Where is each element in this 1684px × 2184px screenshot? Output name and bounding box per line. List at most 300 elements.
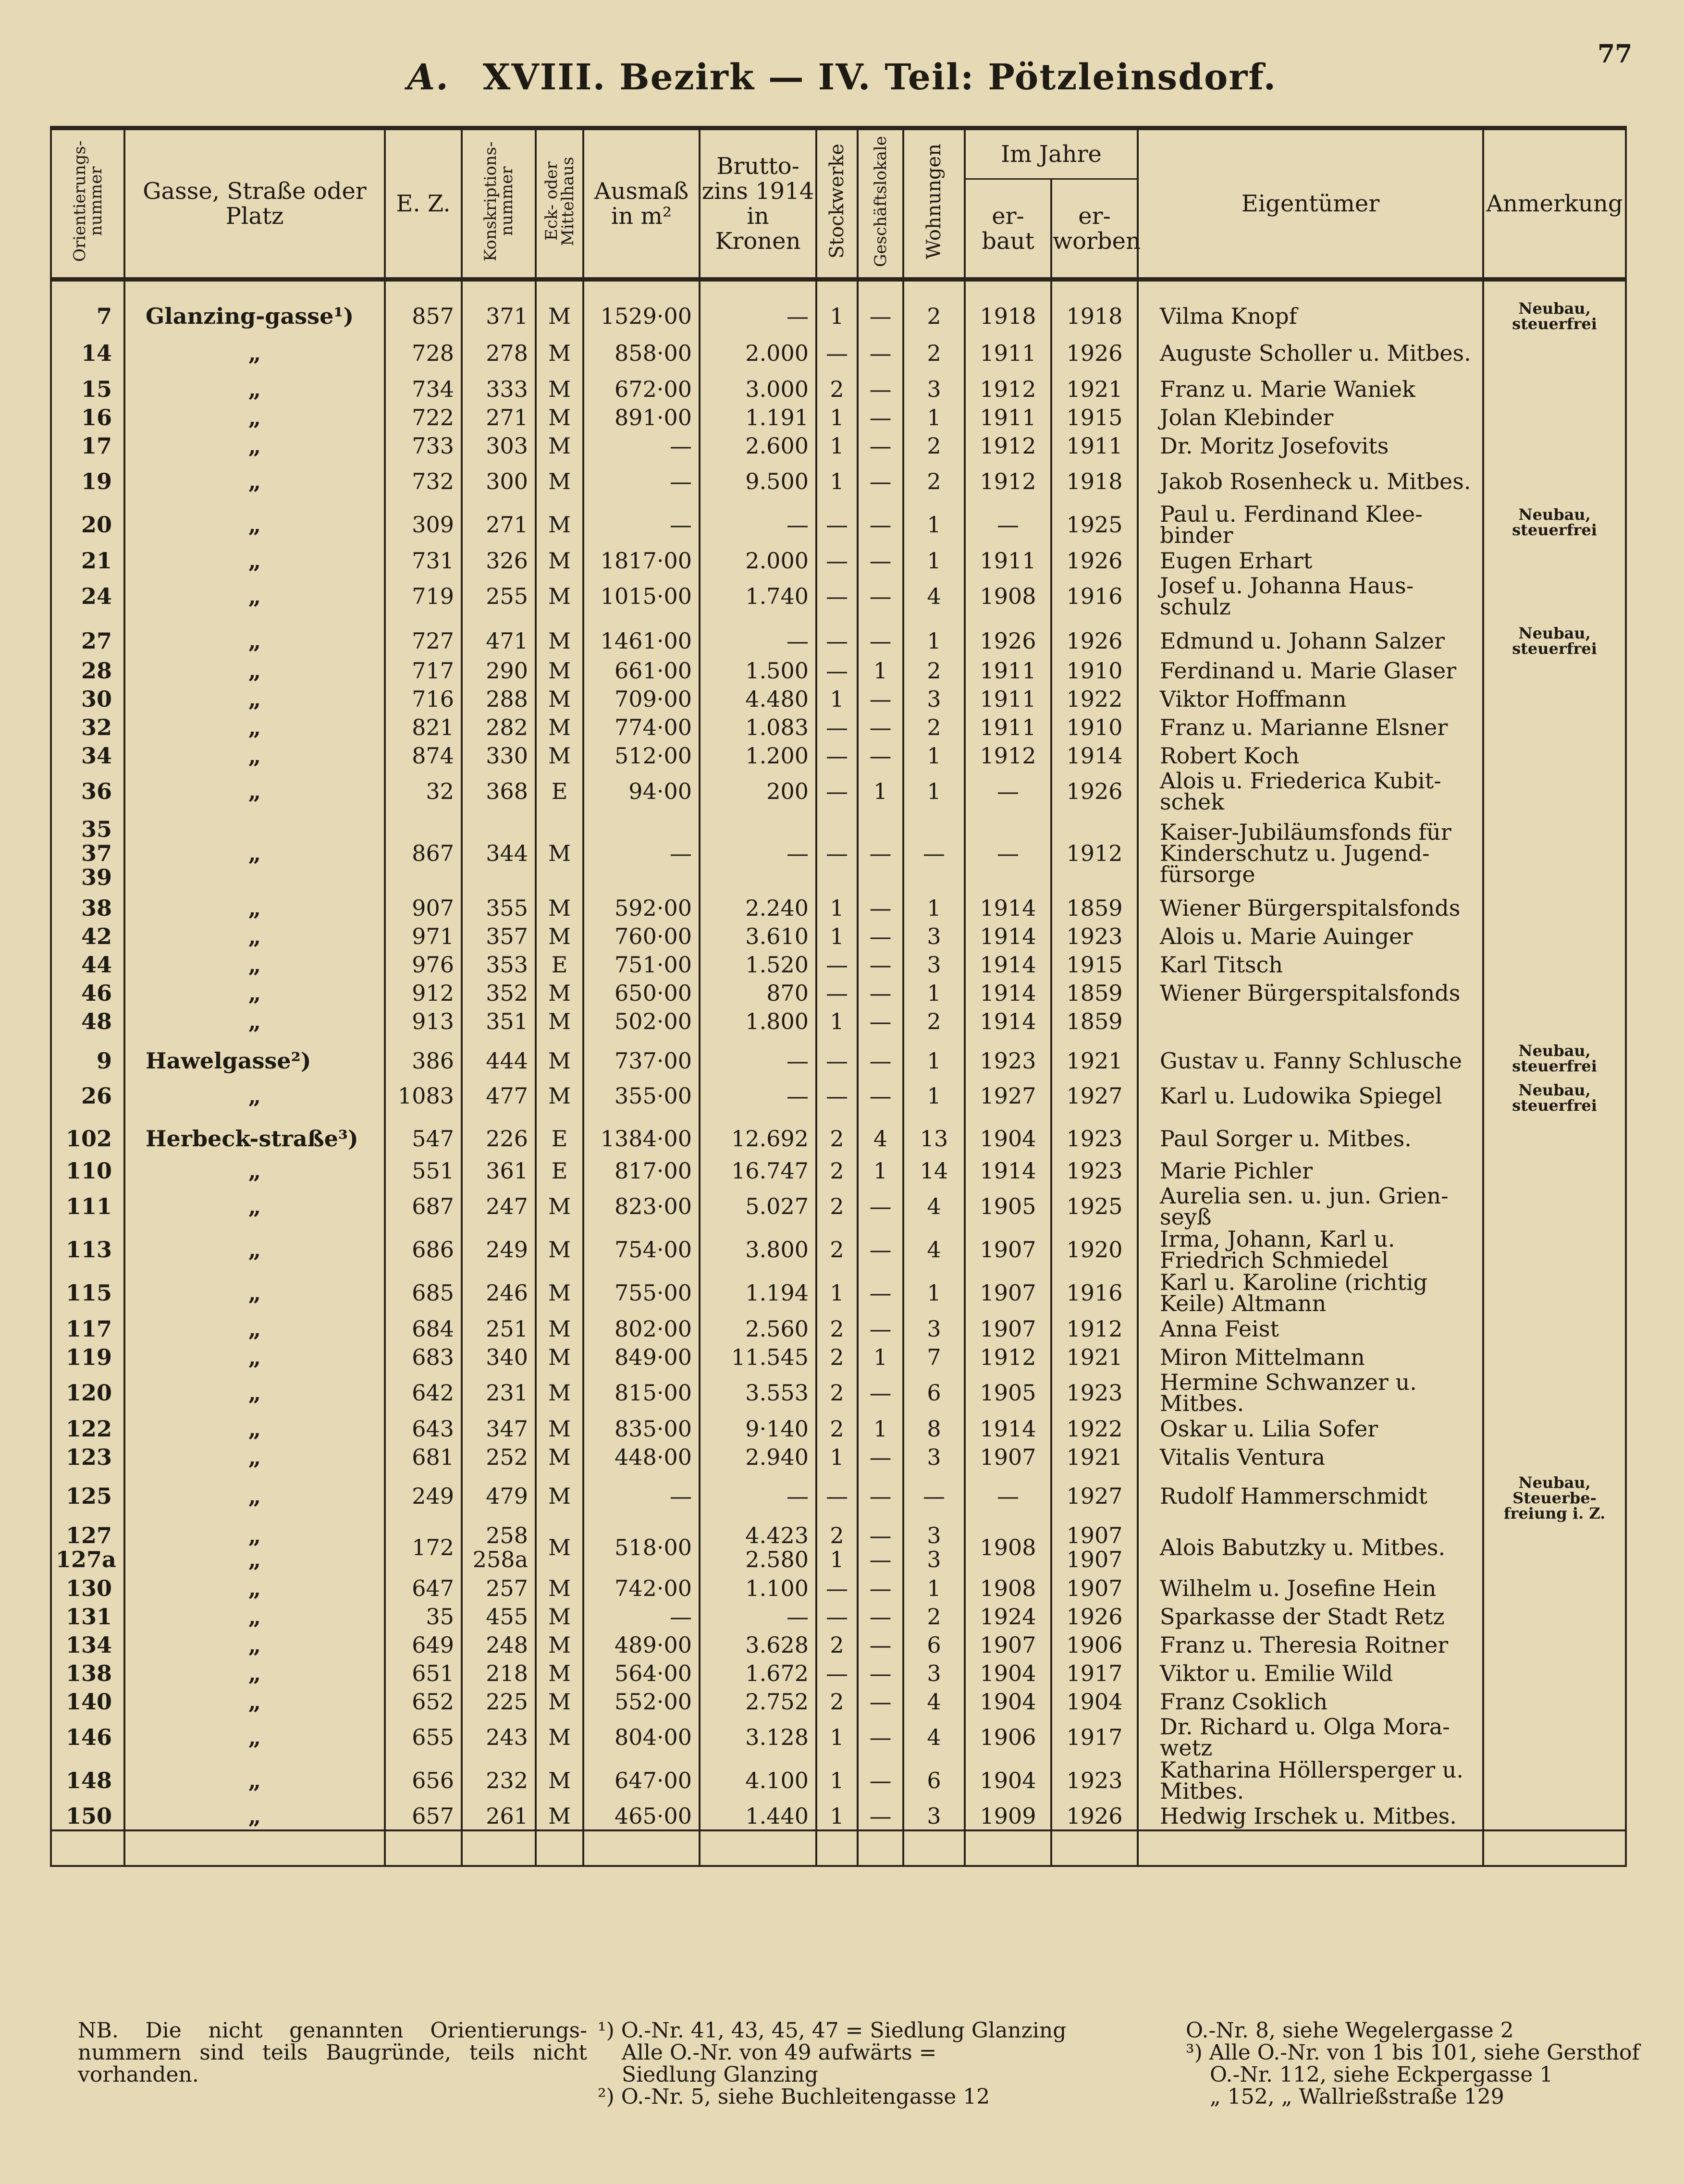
- cell-erbaut: 1912: [965, 1343, 1051, 1371]
- cell-zins: 1.200: [700, 741, 816, 770]
- cell-lokale: —: [858, 1759, 903, 1802]
- cell-wohn: 2: [903, 460, 965, 503]
- cell-wohn: 2: [903, 431, 965, 460]
- cell-zins: 1.191: [700, 403, 816, 431]
- cell-owner: Oskar u. Lilia Sofer: [1138, 1414, 1483, 1443]
- cell-area: 489·00: [583, 1631, 700, 1659]
- cell-eck: M: [536, 813, 583, 894]
- cell-eck: M: [536, 979, 583, 1007]
- cell-onr: 32: [51, 713, 124, 741]
- cell-street: „: [124, 656, 385, 685]
- cell-eck: M: [536, 618, 583, 656]
- cell-owner: Edmund u. Johann Salzer: [1138, 618, 1483, 656]
- col-header-erbaut: er-baut: [965, 179, 1051, 280]
- cell-area: —: [583, 431, 700, 460]
- cell-zins: 1.083: [700, 713, 816, 741]
- cell-erbaut: 1908: [965, 1574, 1051, 1602]
- cell-stock: 1: [816, 922, 858, 950]
- cell-wohn: 3: [903, 1443, 965, 1471]
- cell-street: „: [124, 1414, 385, 1443]
- cell-zins: 9.500: [700, 460, 816, 503]
- cell-street: „: [124, 403, 385, 431]
- cell-erbaut: 1914: [965, 979, 1051, 1007]
- cell-owner: Paul Sorger u. Mitbes.: [1138, 1113, 1483, 1156]
- cell-area: 647·00: [583, 1759, 700, 1802]
- cell-lokale: 1: [858, 1343, 903, 1371]
- cell-eck: M: [536, 713, 583, 741]
- cell-wohn: 8: [903, 1414, 965, 1443]
- cell-note: [1483, 1716, 1626, 1759]
- cell-zins: 3.610: [700, 922, 816, 950]
- cell-stock: 2: [816, 1371, 858, 1414]
- cell-knr: 255: [462, 575, 536, 618]
- cell-note: [1483, 1802, 1626, 1830]
- cell-erbaut: 1911: [965, 331, 1051, 375]
- cell-erbaut: 1908: [965, 575, 1051, 618]
- cell-wohn: —: [903, 1471, 965, 1521]
- cell-ez: 32: [385, 770, 462, 813]
- cell-stock: 1: [816, 1443, 858, 1471]
- cell-owner: Hedwig Irschek u. Mitbes.: [1138, 1802, 1483, 1830]
- cell-owner: Alois Babutzky u. Mitbes.: [1138, 1521, 1483, 1574]
- spacer-cell: [583, 1830, 700, 1866]
- cell-wohn: 1: [903, 503, 965, 546]
- cell-knr: 271: [462, 503, 536, 546]
- cell-erworben: 1917: [1051, 1716, 1138, 1759]
- cell-note: [1483, 1113, 1626, 1156]
- cell-erworben: 1859: [1051, 894, 1138, 922]
- table-row: [51, 1802, 1626, 1830]
- cell-note: [1483, 1521, 1626, 1574]
- cell-eck: M: [536, 375, 583, 403]
- table-row: [51, 1631, 1626, 1659]
- cell-lokale: —: [858, 1314, 903, 1343]
- cell-knr: 361: [462, 1156, 536, 1185]
- spacer-cell: [536, 1830, 583, 1866]
- cell-knr: 278: [462, 331, 536, 375]
- table-row: [51, 575, 1626, 618]
- cell-stock: 2: [816, 1156, 858, 1185]
- cell-note: [1483, 770, 1626, 813]
- cell-wohn: 3: [903, 1802, 965, 1830]
- cell-area: 754·00: [583, 1228, 700, 1271]
- cell-note: [1483, 1271, 1626, 1314]
- cell-zins: 200: [700, 770, 816, 813]
- cell-stock: 1: [816, 1271, 858, 1314]
- cell-owner: Franz u. Marie Waniek: [1138, 375, 1483, 403]
- page-title: [0, 57, 1684, 98]
- cell-stock: —: [816, 1602, 858, 1631]
- cell-knr: 444: [462, 1035, 536, 1079]
- cell-note: [1483, 575, 1626, 618]
- cell-street: „ „: [124, 1521, 385, 1574]
- table-row: [51, 922, 1626, 950]
- cell-ez: 686: [385, 1228, 462, 1271]
- cell-lokale: —: [858, 375, 903, 403]
- cell-street: „: [124, 922, 385, 950]
- cell-zins: 3.800: [700, 1228, 816, 1271]
- table-row: [51, 713, 1626, 741]
- cell-zins: 4.100: [700, 1759, 816, 1802]
- cell-street: „: [124, 770, 385, 813]
- footnote-1: ¹) O.-Nr. 41, 43, 45, 47 = Siedlung Glanzing: [598, 2018, 1067, 2043]
- cell-knr: 218: [462, 1659, 536, 1687]
- cell-stock: —: [816, 1471, 858, 1521]
- cell-knr: 353: [462, 950, 536, 979]
- cell-note: [1483, 1156, 1626, 1185]
- cell-eck: M: [536, 922, 583, 950]
- cell-zins: 2.600: [700, 431, 816, 460]
- cell-street: „: [124, 460, 385, 503]
- cell-owner: Kaiser-Jubiläumsfonds für Kinderschutz u. Jugend-fürsorge: [1138, 813, 1483, 894]
- cell-knr: 232: [462, 1759, 536, 1802]
- cell-area: 355·00: [583, 1079, 700, 1113]
- cell-ez: 732: [385, 460, 462, 503]
- cell-owner: Franz Csoklich: [1138, 1687, 1483, 1716]
- cell-ez: 652: [385, 1687, 462, 1716]
- cell-note: [1483, 1371, 1626, 1414]
- cell-street: „: [124, 894, 385, 922]
- table-row: [51, 1156, 1626, 1185]
- cell-area: 755·00: [583, 1271, 700, 1314]
- cell-lokale: 1: [858, 1414, 903, 1443]
- cell-erworben: 1920: [1051, 1228, 1138, 1271]
- cell-onr: 115: [51, 1271, 124, 1314]
- cell-stock: 1: [816, 280, 858, 332]
- cell-onr: 46: [51, 979, 124, 1007]
- cell-owner: Irma, Johann, Karl u. Friedrich Schmiedel: [1138, 1228, 1483, 1271]
- cell-onr: 44: [51, 950, 124, 979]
- col-header-erworben: er-worben: [1051, 179, 1138, 280]
- cell-stock: —: [816, 575, 858, 618]
- cell-area: 650·00: [583, 979, 700, 1007]
- cell-area: 448·00: [583, 1443, 700, 1471]
- table-row: [51, 770, 1626, 813]
- cell-erworben: 1925: [1051, 503, 1138, 546]
- cell-lokale: —: [858, 685, 903, 713]
- cell-eck: M: [536, 1079, 583, 1113]
- cell-wohn: 1: [903, 1271, 965, 1314]
- cell-street: „: [124, 1574, 385, 1602]
- cell-erbaut: 1912: [965, 431, 1051, 460]
- cell-area: 552·00: [583, 1687, 700, 1716]
- spacer-cell: [858, 1830, 903, 1866]
- spacer-cell: [51, 1830, 124, 1866]
- cell-owner: Dr. Richard u. Olga Mora-wetz: [1138, 1716, 1483, 1759]
- table-row: [51, 1007, 1626, 1035]
- cell-wohn: 3 3: [903, 1521, 965, 1574]
- table-row: [51, 1659, 1626, 1687]
- cell-eck: M: [536, 1185, 583, 1228]
- cell-erworben: 1904: [1051, 1687, 1138, 1716]
- cell-lokale: —: [858, 1035, 903, 1079]
- cell-onr: 9: [51, 1035, 124, 1079]
- cell-zins: —: [700, 1602, 816, 1631]
- cell-erworben: 1906: [1051, 1631, 1138, 1659]
- cell-wohn: 1: [903, 1574, 965, 1602]
- cell-owner: Karl u. Karoline (richtig Keile) Altmann: [1138, 1271, 1483, 1314]
- cell-erworben: 1915: [1051, 403, 1138, 431]
- cell-ez: 857: [385, 280, 462, 332]
- cell-zins: —: [700, 280, 816, 332]
- table-row: [51, 1371, 1626, 1414]
- cell-area: 751·00: [583, 950, 700, 979]
- cell-onr: 120: [51, 1371, 124, 1414]
- cell-note: [1483, 950, 1626, 979]
- cell-ez: 867: [385, 813, 462, 894]
- cell-eck: M: [536, 741, 583, 770]
- cell-lokale: —: [858, 1574, 903, 1602]
- cell-erworben: 1922: [1051, 685, 1138, 713]
- table-row: [51, 1716, 1626, 1759]
- cell-onr: 26: [51, 1079, 124, 1113]
- cell-zins: 9·140: [700, 1414, 816, 1443]
- cell-ez: 249: [385, 1471, 462, 1521]
- cell-note: [1483, 713, 1626, 741]
- title-text: XVIII. Bezirk — IV. Teil: Pötzleinsdorf.: [482, 57, 1277, 98]
- cell-knr: 246: [462, 1271, 536, 1314]
- cell-knr: 247: [462, 1185, 536, 1228]
- cell-zins: —: [700, 1035, 816, 1079]
- cell-eck: M: [536, 1631, 583, 1659]
- cell-wohn: 2: [903, 331, 965, 375]
- cell-lokale: —: [858, 1602, 903, 1631]
- cell-knr: 368: [462, 770, 536, 813]
- cell-area: 512·00: [583, 741, 700, 770]
- spacer-cell: [1051, 1830, 1138, 1866]
- cell-owner: Alois u. Friederica Kubit-schek: [1138, 770, 1483, 813]
- cell-wohn: 6: [903, 1631, 965, 1659]
- table-row: [51, 950, 1626, 979]
- cell-erworben: 1912: [1051, 813, 1138, 894]
- cell-area: 891·00: [583, 403, 700, 431]
- cell-wohn: 6: [903, 1371, 965, 1414]
- cell-wohn: 3: [903, 950, 965, 979]
- table-row: [51, 280, 1626, 332]
- cell-erworben: 1914: [1051, 741, 1138, 770]
- cell-area: 518·00: [583, 1521, 700, 1574]
- cell-knr: 290: [462, 656, 536, 685]
- cell-erworben: 1910: [1051, 656, 1138, 685]
- cell-lokale: —: [858, 1659, 903, 1687]
- table-row: [51, 813, 1626, 894]
- cell-zins: 1.740: [700, 575, 816, 618]
- cell-street: „: [124, 813, 385, 894]
- cell-owner: Aurelia sen. u. jun. Grien-seyß: [1138, 1185, 1483, 1228]
- cell-erbaut: 1907: [965, 1443, 1051, 1471]
- cell-area: 760·00: [583, 922, 700, 950]
- cell-note: Neubau, steuerfrei: [1483, 618, 1626, 656]
- cell-owner: Paul u. Ferdinand Klee-binder: [1138, 503, 1483, 546]
- cell-ez: 976: [385, 950, 462, 979]
- cell-erbaut: 1914: [965, 1156, 1051, 1185]
- cell-ez: 309: [385, 503, 462, 546]
- cell-erbaut: 1904: [965, 1659, 1051, 1687]
- cell-erworben: 1923: [1051, 922, 1138, 950]
- cell-street: „: [124, 950, 385, 979]
- cell-street: „: [124, 713, 385, 741]
- cell-note: Neubau, steuerfrei: [1483, 503, 1626, 546]
- cell-onr: 113: [51, 1228, 124, 1271]
- cell-knr: 243: [462, 1716, 536, 1759]
- table-row: [51, 1602, 1626, 1631]
- cell-ez: 643: [385, 1414, 462, 1443]
- cell-erbaut: 1912: [965, 460, 1051, 503]
- cell-onr: 17: [51, 431, 124, 460]
- cell-erworben: 1926: [1051, 331, 1138, 375]
- cell-owner: Vilma Knopf: [1138, 280, 1483, 332]
- cell-onr: 19: [51, 460, 124, 503]
- cell-owner: Wilhelm u. Josefine Hein: [1138, 1574, 1483, 1602]
- table-row: [51, 1521, 1626, 1574]
- table-body: [51, 280, 1626, 1866]
- cell-owner: Vitalis Ventura: [1138, 1443, 1483, 1471]
- cell-lokale: —: [858, 503, 903, 546]
- cell-ez: 716: [385, 685, 462, 713]
- col-header-note: Anmerkung: [1483, 128, 1626, 280]
- cell-lokale: —: [858, 1271, 903, 1314]
- cell-stock: 1: [816, 460, 858, 503]
- cell-owner: Wiener Bürgerspitalsfonds: [1138, 979, 1483, 1007]
- cell-onr: 35 37 39: [51, 813, 124, 894]
- col-header-knr: Konskriptions-nummer: [462, 128, 536, 280]
- cell-ez: 731: [385, 546, 462, 575]
- cell-area: 592·00: [583, 894, 700, 922]
- cell-eck: M: [536, 403, 583, 431]
- cell-erbaut: 1908: [965, 1521, 1051, 1574]
- cell-lokale: —: [858, 713, 903, 741]
- cell-street: „: [124, 331, 385, 375]
- cell-eck: M: [536, 1802, 583, 1830]
- col-header-onr: Orientierungs-nummer: [51, 128, 124, 280]
- cell-erbaut: 1904: [965, 1687, 1051, 1716]
- table-row: [51, 979, 1626, 1007]
- cell-street: „: [124, 618, 385, 656]
- cell-owner: Sparkasse der Stadt Retz: [1138, 1602, 1483, 1631]
- cell-lokale: —: [858, 403, 903, 431]
- cell-street: „: [124, 431, 385, 460]
- cell-note: [1483, 894, 1626, 922]
- cell-area: 823·00: [583, 1185, 700, 1228]
- col-header-jahre: Im Jahre: [965, 128, 1138, 179]
- cell-onr: 148: [51, 1759, 124, 1802]
- cell-onr: 140: [51, 1687, 124, 1716]
- cell-wohn: 13: [903, 1113, 965, 1156]
- cell-note: [1483, 1574, 1626, 1602]
- cell-owner: Auguste Scholler u. Mitbes.: [1138, 331, 1483, 375]
- table-row: [51, 1185, 1626, 1228]
- cell-lokale: —: [858, 1443, 903, 1471]
- cell-street: „: [124, 1716, 385, 1759]
- cell-erworben: 1916: [1051, 1271, 1138, 1314]
- cell-erbaut: 1914: [965, 950, 1051, 979]
- cell-eck: M: [536, 1471, 583, 1521]
- cell-lokale: —: [858, 331, 903, 375]
- cell-erbaut: 1914: [965, 1414, 1051, 1443]
- cell-wohn: 3: [903, 922, 965, 950]
- cell-eck: M: [536, 1659, 583, 1687]
- cell-erworben: 1927: [1051, 1079, 1138, 1113]
- cell-erworben: 1917: [1051, 1659, 1138, 1687]
- cell-note: [1483, 685, 1626, 713]
- cell-owner: Robert Koch: [1138, 741, 1483, 770]
- cell-lokale: 1: [858, 1156, 903, 1185]
- col-header-zins: Brutto-zins 1914 in Kronen: [700, 128, 816, 280]
- cell-owner: Wiener Bürgerspitalsfonds: [1138, 894, 1483, 922]
- cell-area: —: [583, 1471, 700, 1521]
- cell-erbaut: 1912: [965, 375, 1051, 403]
- cell-zins: 2.240: [700, 894, 816, 922]
- cell-note: Neubau, steuerfrei: [1483, 1079, 1626, 1113]
- cell-eck: M: [536, 1228, 583, 1271]
- cell-owner: Viktor u. Emilie Wild: [1138, 1659, 1483, 1687]
- cell-knr: 333: [462, 375, 536, 403]
- cell-eck: M: [536, 1035, 583, 1079]
- table-row: [51, 1113, 1626, 1156]
- cell-erworben: 1927: [1051, 1471, 1138, 1521]
- cell-street: „: [124, 1687, 385, 1716]
- cell-onr: 30: [51, 685, 124, 713]
- cell-erbaut: —: [965, 770, 1051, 813]
- cell-onr: 122: [51, 1414, 124, 1443]
- cell-owner: Viktor Hoffmann: [1138, 685, 1483, 713]
- cell-erbaut: 1907: [965, 1314, 1051, 1343]
- cell-wohn: 6: [903, 1759, 965, 1802]
- cell-area: 849·00: [583, 1343, 700, 1371]
- cell-stock: 1: [816, 685, 858, 713]
- cell-area: 709·00: [583, 685, 700, 713]
- cell-note: [1483, 546, 1626, 575]
- cell-owner: Ferdinand u. Marie Glaser: [1138, 656, 1483, 685]
- cell-note: [1483, 1631, 1626, 1659]
- cell-lokale: —: [858, 1802, 903, 1830]
- cell-erbaut: 1906: [965, 1716, 1051, 1759]
- table-row: [51, 618, 1626, 656]
- cell-zins: 1.500: [700, 656, 816, 685]
- cell-ez: 684: [385, 1314, 462, 1343]
- cell-erbaut: 1905: [965, 1371, 1051, 1414]
- cell-knr: 271: [462, 403, 536, 431]
- cell-lokale: —: [858, 979, 903, 1007]
- table-row: [51, 1079, 1626, 1113]
- cell-area: 815·00: [583, 1371, 700, 1414]
- cell-zins: 3.553: [700, 1371, 816, 1414]
- table-row: [51, 1035, 1626, 1079]
- cell-ez: 971: [385, 922, 462, 950]
- cell-owner: Eugen Erhart: [1138, 546, 1483, 575]
- cell-note: [1483, 1759, 1626, 1802]
- cell-note: [1483, 1314, 1626, 1343]
- cell-wohn: 2: [903, 656, 965, 685]
- table-row: [51, 403, 1626, 431]
- cell-erworben: 1923: [1051, 1759, 1138, 1802]
- cell-stock: —: [816, 979, 858, 1007]
- cell-wohn: 1: [903, 770, 965, 813]
- table-row: [51, 431, 1626, 460]
- cell-lokale: — —: [858, 1521, 903, 1574]
- cell-owner: Franz u. Marianne Elsner: [1138, 713, 1483, 741]
- cell-stock: 1: [816, 1716, 858, 1759]
- cell-erbaut: —: [965, 813, 1051, 894]
- cell-erbaut: 1907: [965, 1631, 1051, 1659]
- cell-knr: 471: [462, 618, 536, 656]
- cell-street: „: [124, 375, 385, 403]
- cell-knr: 351: [462, 1007, 536, 1035]
- cell-zins: 1.440: [700, 1802, 816, 1830]
- cell-street: „: [124, 979, 385, 1007]
- cell-street: „: [124, 503, 385, 546]
- cell-note: [1483, 431, 1626, 460]
